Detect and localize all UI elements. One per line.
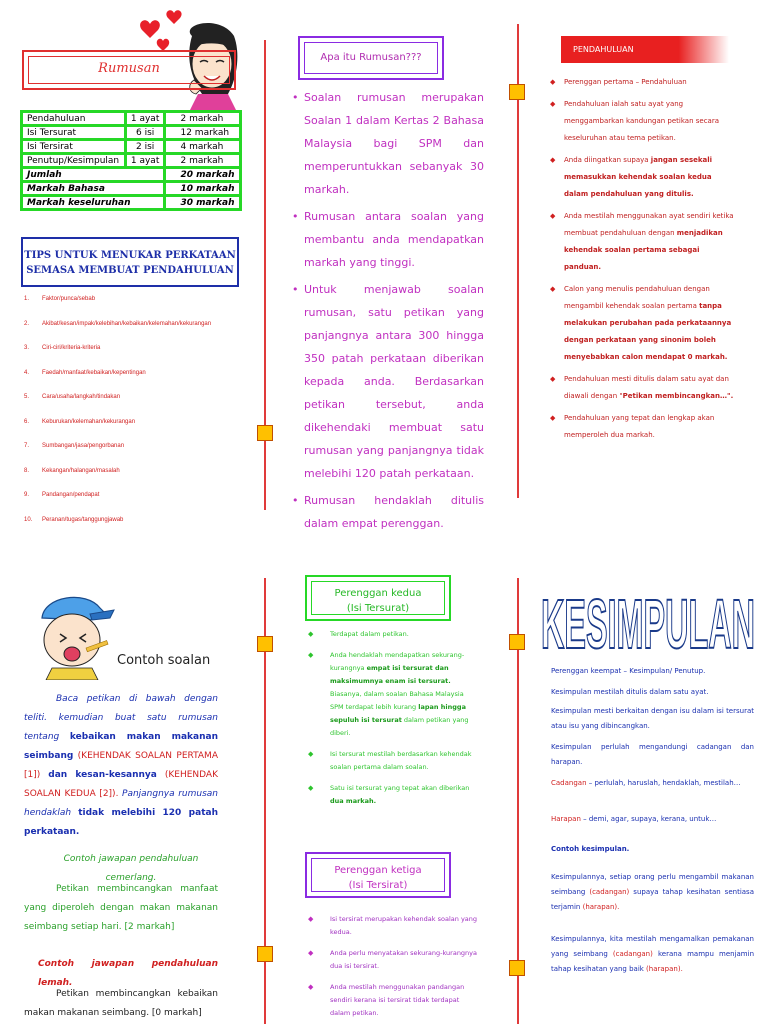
list-item: ◆ Isi tersurat mestilah berdasarkan kehendak soalan pertama dalam soalan. (308, 748, 478, 774)
kedua-subheading: (Isi Tersurat) (346, 603, 410, 614)
heart-icon (166, 10, 181, 24)
example-2: Kesimpulannya, kita mestilah mengamalkan pemakanan yang seimbang (cadangan) kerana mampu menjamin tahap kesihatan yang baik (harapan). (551, 935, 755, 973)
contoh-soalan-heading: Contoh soalan (117, 653, 211, 668)
list-item: ◆ Pendahuluan yang tepat dan lengkap akan memperoleh dua markah. (550, 410, 736, 444)
tips-heading-line: SEMASA MEMBUAT PENDAHULUAN (26, 265, 234, 276)
kesimpulan-heading: KESIMPULAN (541, 585, 755, 656)
table-total-row: Jumlah 20 markah (22, 168, 241, 182)
tips-heading-line: TIPS UNTUK MENUKAR PERKATAAN (24, 250, 236, 261)
list-item: ◆ Pendahuluan ialah satu ayat yang menggambarkan kandungan petikan secara keseluruhan atau tema petikan. (550, 96, 736, 147)
harapan-line: Harapan – demi, agar, supaya, kerana, untuk… (551, 815, 717, 823)
list-item: 2. Akibat/kesan/impak/kelebihan/kebaikan/kelemahan/kekurangan (24, 320, 212, 327)
kesimpulan-line: Perenggan keempat – Kesimpulan/ Penutup. (551, 667, 706, 675)
apa-heading: Apa itu Rumusan??? (320, 52, 422, 63)
question-paragraph: Baca petikan di bawah dengan teliti. kemudian buat satu rumusan tentang kebaikan makan makanan seimbang (KEHENDAK SOALAN PERTAMA [1]) dan kesan-kesannya (KEHENDAK SOALAN KEDUA [2]). Panjangnya rumusan hendaklah tidak melebihi 120 patah perkataan. (24, 694, 218, 837)
good-answer-heading: Contoh jawapan pendahuluan cemerlang. (63, 854, 199, 883)
kedua-heading: Perenggan kedua (334, 588, 422, 599)
rumusan-heading: Rumusan (98, 61, 160, 76)
pendahuluan-tab (561, 36, 729, 63)
divider-marker (509, 960, 525, 976)
pendahuluan-list (550, 74, 736, 449)
list-item: 1. Faktor/punca/sebab (24, 296, 96, 302)
list-item: 6. Keburukan/kelemahan/kekurangan (24, 418, 136, 425)
apa-heading-box (298, 36, 444, 80)
table-total-row: Markah Bahasa 10 markah (22, 182, 241, 196)
divider-marker (509, 634, 525, 650)
weak-answer-text: Petikan membincangkan kebaikan makan makanan seimbang. [0 markah] (24, 989, 218, 1018)
list-item: • Rumusan hendaklah ditulis dalam empat perenggan. (292, 489, 484, 535)
list-item: 4. Faedah/manfaat/kebaikan/kepentingan (24, 369, 146, 376)
tips-heading-box (21, 237, 239, 287)
list-item: 8. Kekangan/halangan/masalah (24, 467, 120, 474)
divider-marker (257, 636, 273, 652)
divider-marker (257, 946, 273, 962)
tips-list (24, 296, 254, 541)
weak-answer-heading: Contoh jawapan pendahuluan lemah. (38, 959, 218, 988)
rumusan-info-list (292, 86, 484, 539)
pendahuluan-tab-label: PENDAHULUAN (573, 45, 634, 54)
ketiga-heading-box (305, 852, 451, 898)
kesimpulan-title (538, 568, 758, 656)
ketiga-heading: Perenggan ketiga (334, 865, 422, 876)
list-item: ◆ Calon yang menulis pendahuluan dengan mengambil kehendak soalan pertama tanpa melakukan perubahan pada perkataannya dengan perkataan yang sinonim boleh menyebabkan calon mendapat 0 markah. (550, 281, 736, 366)
divider-marker (509, 84, 525, 100)
list-item: ◆ Perenggan pertama – Pendahuluan (550, 74, 736, 91)
cadangan-line: Cadangan – perlulah, haruslah, hendaklah, mestilah… (551, 779, 741, 787)
list-item: 7. Sumbangan/jasa/pengorbanan (24, 443, 125, 449)
table-row: Penutup/Kesimpulan 1 ayat 2 markah (22, 154, 241, 168)
list-item: ◆ Anda hendaklah mendapatkan sekurang-kurangnya empat isi tersurat dan maksimumnya enam isi tersurat. Biasanya, dalam soalan Bahasa Malaysia SPM terdapat lebih kurang lapan hingga sepuluh isi tersurat dalam petikan yang diberi. (308, 649, 478, 740)
contoh-kesimpulan-heading: Contoh kesimpulan. (551, 845, 630, 853)
list-item: • Rumusan antara soalan yang membantu anda mendapatkan markah yang tinggi. (292, 205, 484, 274)
ketiga-subheading: (Isi Tersirat) (348, 880, 408, 891)
list-item: ◆ Terdapat dalam petikan. (308, 628, 478, 641)
list-item: ◆ Isi tersirat merupakan kehendak soalan yang kedua. (308, 913, 478, 939)
kedua-list (308, 628, 478, 816)
list-item: ◆ Pendahuluan mesti ditulis dalam satu ayat dan diawali dengan "Petikan membincangkan…". (550, 371, 736, 405)
list-item: 9. Pandangan/pendapat (24, 492, 100, 498)
kedua-heading-box (305, 575, 451, 621)
list-item: ◆ Anda mestilah menggunakan ayat sendiri ketika membuat pendahuluan dengan menjadikan kehendak soalan pertama sebagai panduan. (550, 208, 736, 276)
list-item: • Soalan rumusan merupakan Soalan 1 dalam Kertas 2 Bahasa Malaysia bagi SPM dan memperuntukkan sebanyak 30 markah. (292, 86, 484, 201)
heart-icon (140, 20, 160, 38)
rumusan-heading-box (22, 50, 236, 90)
good-answer-text: Petikan membincangkan manfaat yang diperoleh dengan makan makanan seimbang setiap hari. [2 markah] (24, 884, 218, 932)
ketiga-list (308, 913, 478, 1028)
list-item: ◆ Anda mestilah menggunakan pandangan sendiri kerana isi tersirat tidak terdapat dalam petikan. (308, 981, 478, 1020)
boy-illustration (30, 590, 116, 680)
table-row: Pendahuluan 1 ayat 2 markah (22, 112, 241, 126)
kesimpulan-line: Kesimpulan perlulah mengandungi cadangan dan harapan. (551, 743, 754, 766)
divider-marker (257, 425, 273, 441)
example-1: Kesimpulannya, setiap orang perlu mengambil makanan seimbang (cadangan) supaya tahap kesihatan sentiasa terjamin (harapan). (551, 873, 754, 911)
marks-table (20, 110, 242, 211)
list-item: ◆ Anda diingatkan supaya jangan sesekali memasukkan kehendak soalan kedua dalam pendahuluan yang ditulis. (550, 152, 736, 203)
list-item: 10. Peranan/tugas/tanggungjawab (24, 516, 124, 523)
kesimpulan-line: Kesimpulan mesti berkaitan dengan isu dalam isi tersurat atau isu yang dibincangkan. (551, 707, 754, 730)
list-item: ◆ Anda perlu menyatakan sekurang-kurangnya dua isi tersirat. (308, 947, 478, 973)
list-item: ◆ Satu isi tersurat yang tepat akan diberikan dua markah. (308, 782, 478, 808)
table-row: Isi Tersurat 6 isi 12 markah (22, 126, 241, 140)
list-item: 5. Cara/usaha/langkah/tindakan (24, 394, 121, 400)
table-row: Isi Tersirat 2 isi 4 markah (22, 140, 241, 154)
list-item: 3. Ciri-ciri/kriteria-kriteria (24, 345, 101, 351)
list-item: • Untuk menjawab soalan rumusan, satu petikan yang panjangnya antara 300 hingga 350 patah perkataan diberikan kepada anda. Berdasarkan petikan tersebut, anda dikehendaki membuat satu rumusan yang panjangnya tidak melebihi 120 patah perkataan. (292, 278, 484, 485)
kesimpulan-line: Kesimpulan mestilah ditulis dalam satu ayat. (551, 688, 709, 696)
table-total-row: Markah keseluruhan 30 markah (22, 196, 241, 210)
